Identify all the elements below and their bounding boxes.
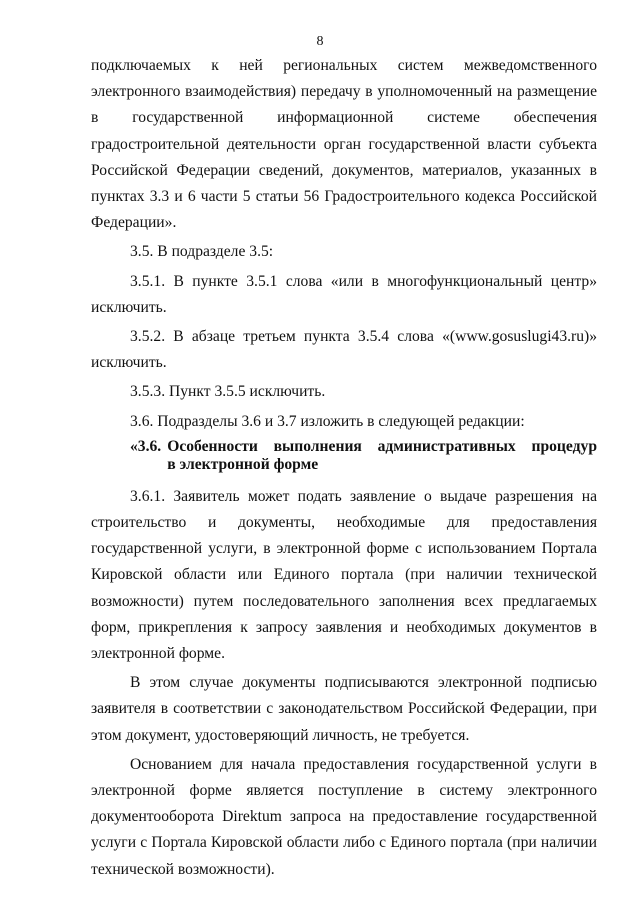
- section-heading: [91, 438, 597, 474]
- paragraph-signature: В этом случае документы подписываются электронной подписью заявителя в соответствии с законодательством Российской Федерации, при этом документ, удостоверяющий личность, не требуется.: [91, 674, 597, 744]
- heading-line-2: в электронной форме: [167, 455, 319, 473]
- paragraph-3-5-1: 3.5.1. В пункте 3.5.1 слова «или в многофункциональный центр» исключить.: [91, 272, 597, 316]
- heading-line-1: Особенности выполнения административных процедур: [167, 437, 597, 455]
- heading-number: «3.6.: [130, 437, 162, 455]
- paragraph-basis: Основанием для начала предоставления государственной услуги в электронной форме является поступление в систему электронного документооборота Direktum запроса на предоставление государственной услуги с Портала Кировской области либо с Единого портала (при наличии технической возможности).: [91, 755, 597, 878]
- page-number: 8: [316, 34, 324, 49]
- paragraph-3-6: 3.6. Подразделы 3.6 и 3.7 изложить в следующей редакции:: [130, 412, 525, 430]
- paragraph-3-5-3: 3.5.3. Пункт 3.5.5 исключить.: [130, 383, 326, 401]
- paragraph-3-5-2: 3.5.2. В абзаце третьем пункта 3.5.4 слова «(www.gosuslugi43.ru)» исключить.: [91, 328, 597, 372]
- paragraph-continuation: подключаемых к ней региональных систем межведомственного электронного взаимодействия) передачу в уполномоченный на размещение в государственной информационной системе обеспечения градостроительной деятельности орган государственной власти субъекта Российской Федерации сведений, документов, материалов, указанных в пунктах 3.3 и 6 части 5 статьи 56 Градостроительного кодекса Российской Федерации».: [91, 57, 597, 232]
- document-body: [91, 53, 597, 883]
- heading-text: [167, 438, 597, 474]
- paragraph-3-6-1: 3.6.1. Заявитель может подать заявление о выдаче разрешения на строительство и документы, необходимые для предоставления государственной услуги, в электронной форме с использованием Портала Кировской области или Единого портала (при наличии технической возможности) путем последовательного заполнения всех предлагаемых форм, прикрепления к запросу заявления и необходимых документов в электронной форме.: [91, 487, 597, 663]
- paragraph-3-5: 3.5. В подразделе 3.5:: [130, 243, 274, 261]
